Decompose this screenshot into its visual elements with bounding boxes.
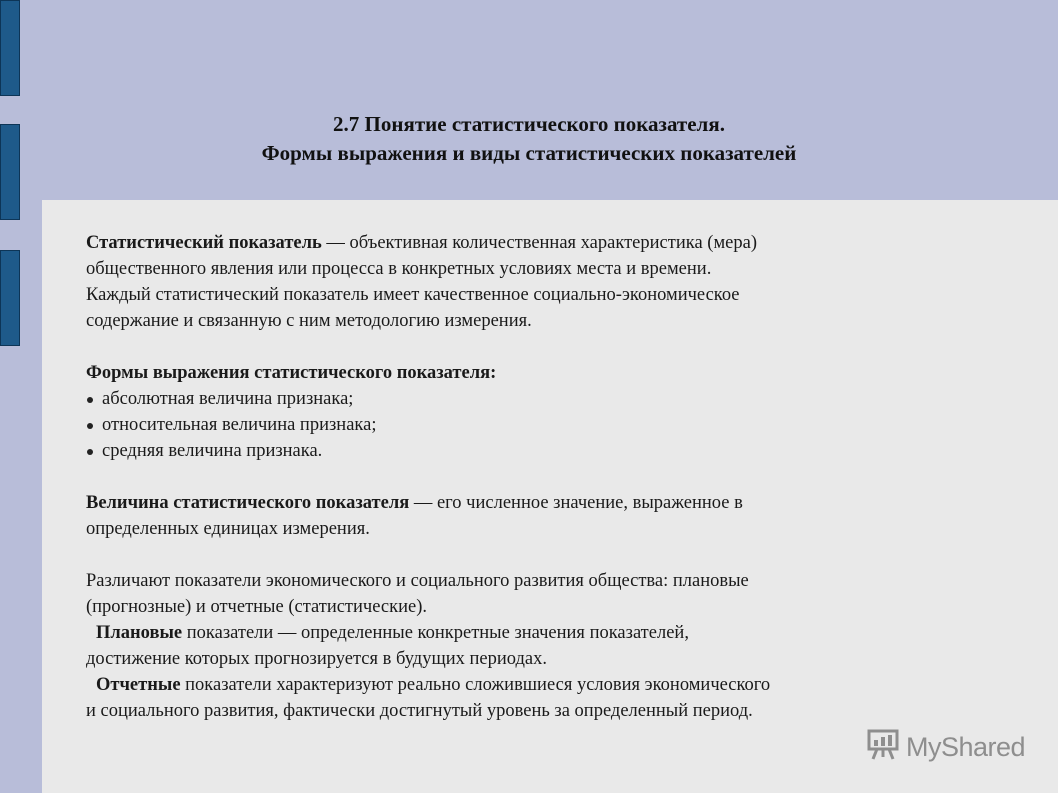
- list-item-text: абсолютная величина признака;: [102, 389, 354, 409]
- reported-term: Отчетные: [96, 675, 181, 695]
- planned-line1: [86, 620, 978, 646]
- magnitude-line1: [86, 490, 978, 516]
- reported-text: показатели характеризуют реально сложившиеся условия экономического: [180, 675, 771, 695]
- definition-term: Статистический показатель: [86, 233, 322, 253]
- magnitude-term: Величина статистического показателя: [86, 493, 410, 513]
- forms-heading-text: Формы выражения статистического показателя:: [86, 363, 497, 383]
- list-item-text: относительная величина признака;: [102, 415, 377, 435]
- forms-list: [86, 386, 978, 464]
- types-line1: Различают показатели экономического и социального развития общества: плановые: [86, 571, 749, 591]
- bullet-icon: [87, 397, 93, 403]
- definition-line1: [86, 230, 978, 256]
- planned-line2: достижение которых прогнозируется в будущих периодах.: [86, 649, 547, 669]
- watermark: [866, 730, 1025, 764]
- planned-term: Плановые: [96, 623, 183, 643]
- bullet-icon: [87, 423, 93, 429]
- types-line2: (прогнозные) и отчетные (статистические).: [86, 597, 427, 617]
- magnitude-text: — его численное значение, выраженное в: [409, 493, 743, 513]
- slide-title-line1: 2.7 Понятие статистического показателя.: [333, 112, 725, 136]
- planned-text: показатели — определенные конкретные значения показателей,: [182, 623, 689, 643]
- definition-line4: содержание и связанную с ним методологию измерения.: [86, 311, 532, 331]
- list-item: [86, 412, 978, 438]
- slide-title-line2: Формы выражения и виды статистических показателей: [261, 141, 797, 165]
- presentation-board-icon: [866, 728, 900, 767]
- slide-body: [86, 230, 978, 724]
- list-item: [86, 386, 978, 412]
- slide-title: [0, 110, 1058, 168]
- watermark-text: MyShared: [906, 731, 1026, 762]
- list-item: [86, 438, 978, 464]
- bullet-icon: [87, 449, 93, 455]
- definition-line3: Каждый статистический показатель имеет качественное социально-экономическое: [86, 285, 740, 305]
- decor-bar-top: [0, 0, 20, 96]
- definition-line2: общественного явления или процесса в конкретных условиях места и времени.: [86, 259, 712, 279]
- spacer: [86, 334, 978, 360]
- list-item-text: средняя величина признака.: [102, 441, 323, 461]
- forms-heading: [86, 360, 978, 386]
- reported-line2: и социального развития, фактически достигнутый уровень за определенный период.: [86, 701, 753, 721]
- reported-line1: [86, 672, 978, 698]
- definition-text: — объективная количественная характеристика (мера): [321, 233, 757, 253]
- spacer: [86, 464, 978, 490]
- spacer: [86, 542, 978, 568]
- magnitude-line2: определенных единицах измерения.: [86, 519, 370, 539]
- decor-bar-bottom: [0, 250, 20, 346]
